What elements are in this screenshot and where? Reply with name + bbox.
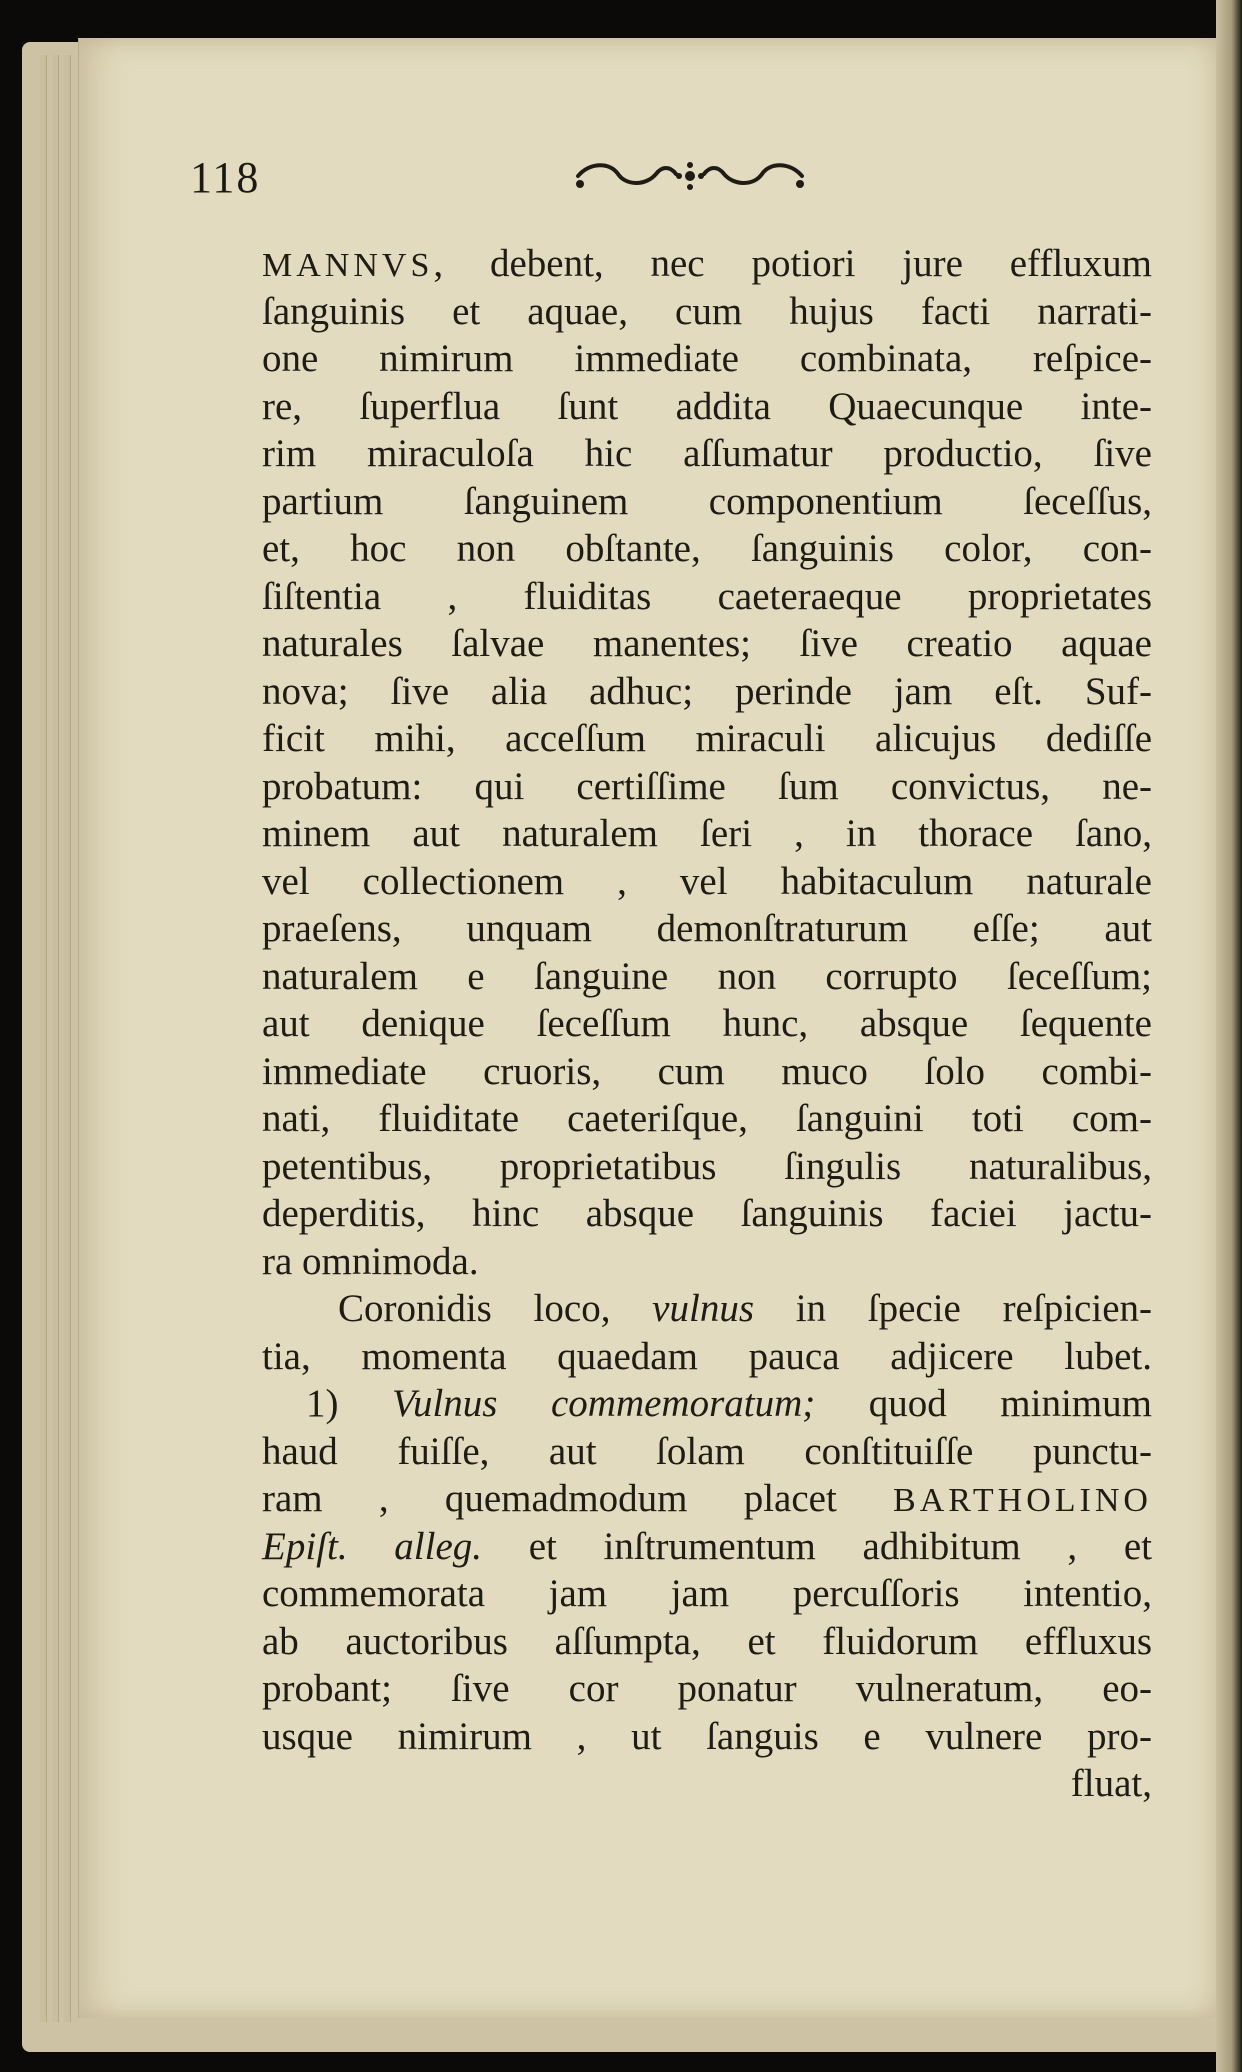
text-line (262, 1285, 1152, 1333)
text-line (262, 1618, 1152, 1666)
text-segment: one nimirum immediate combinata, reſpice- (262, 337, 1152, 380)
text-line (262, 573, 1152, 621)
text-segment: ra omnimoda. (262, 1239, 479, 1283)
text-segment: ram , quemadmodum placet (262, 1477, 894, 1520)
text-segment: nati, fluiditate caeteriſque, ſanguini toti com- (262, 1097, 1152, 1140)
text-segment: Coronidis loco, (338, 1287, 653, 1330)
text-line (262, 620, 1152, 668)
body-text (262, 240, 1152, 1808)
text-segment: probant; ſive cor ponatur vulneratum, eo- (262, 1667, 1152, 1710)
gutter-shadow (1216, 0, 1242, 2072)
text-segment: 1) (306, 1382, 393, 1425)
text-line (262, 810, 1152, 858)
text-line (262, 1238, 1152, 1286)
text-segment: et inſtrumentum adhibitum , et (482, 1524, 1152, 1568)
page-header (190, 152, 1156, 212)
text-segment: tia, momenta quaedam pauca adjicere lubet. (262, 1334, 1152, 1378)
text-line (262, 1523, 1152, 1571)
text-segment: Vulnus commemoratum; (392, 1382, 816, 1425)
text-line (262, 1048, 1152, 1096)
text-segment: usque nimirum , ut ſanguis e vulnere pro- (262, 1714, 1152, 1758)
text-segment: ſanguinis et aquae, cum hujus facti narrati- (262, 289, 1152, 333)
text-segment: MANNVS (262, 247, 434, 284)
text-line (262, 525, 1152, 573)
text-segment: aut denique ſeceſſum hunc, absque ſequente (262, 1002, 1152, 1045)
text-line (262, 1190, 1152, 1238)
text-segment: commemorata jam jam percuſſoris intentio, (262, 1572, 1152, 1615)
page-edge (52, 55, 59, 2022)
text-segment: nova; ſive alia adhuc; perinde jam eſt. Suf- (262, 669, 1152, 713)
text-line (262, 1000, 1152, 1048)
text-segment: ficit mihi, acceſſum miraculi alicujus dediſſe (262, 717, 1152, 760)
text-line (262, 478, 1152, 526)
text-segment: fluat, (1070, 1762, 1152, 1805)
text-segment: praeſens, unquam demonſtraturum eſſe; aut (262, 907, 1152, 950)
text-line (262, 1570, 1152, 1618)
text-line (262, 905, 1152, 953)
text-line (262, 715, 1152, 763)
text-line (262, 1475, 1152, 1523)
text-segment: BARTHOLINO (893, 1482, 1152, 1519)
text-line (262, 240, 1152, 288)
text-line (262, 953, 1152, 1001)
text-line (262, 1143, 1152, 1191)
text-segment: deperditis, hinc absque ſanguinis faciei jactu- (262, 1192, 1152, 1235)
text-line (262, 288, 1152, 336)
text-segment: Epiſt. alleg. (262, 1524, 483, 1568)
page-edge (40, 55, 47, 2022)
text-segment: vel collectionem , vel habitaculum naturale (262, 859, 1152, 903)
text-segment: quod minimum (815, 1382, 1152, 1425)
text-segment: naturales ſalvae manentes; ſive creatio aquae (262, 622, 1152, 665)
text-segment: rim miraculoſa hic aſſumatur productio, ſive (262, 432, 1152, 475)
text-line (262, 1380, 1152, 1428)
text-line (262, 1665, 1152, 1713)
text-line (262, 1760, 1152, 1808)
text-segment: petentibus, proprietatibus ſingulis naturalibus, (262, 1144, 1152, 1188)
text-line (262, 668, 1152, 716)
ornament-fleuron-icon (570, 158, 810, 194)
text-segment: naturalem e ſanguine non corrupto ſeceſſum; (262, 954, 1152, 998)
text-line (262, 1095, 1152, 1143)
text-segment: haud fuiſſe, aut ſolam conſtituiſſe punctu- (262, 1429, 1152, 1473)
text-segment: ſiſtentia , fluiditas caeteraeque proprietates (262, 574, 1152, 618)
text-segment: immediate cruoris, cum muco ſolo combi- (262, 1049, 1152, 1093)
page-number: 118 (190, 153, 261, 202)
text-segment: re, ſuperflua ſunt addita Quaecunque inte- (262, 384, 1152, 428)
text-segment: minem aut naturalem ſeri , in thorace ſano, (262, 812, 1152, 855)
text-line (262, 1333, 1152, 1381)
text-segment: probatum: qui certiſſime ſum convictus, ne- (262, 764, 1152, 808)
text-line (262, 1713, 1152, 1761)
text-line (262, 1428, 1152, 1476)
text-line (262, 763, 1152, 811)
text-segment: ab auctoribus aſſumpta, et fluidorum effluxus (262, 1619, 1152, 1663)
text-segment: et, hoc non obſtante, ſanguinis color, con- (262, 527, 1152, 570)
text-line (262, 430, 1152, 478)
text-line (262, 858, 1152, 906)
text-line (262, 383, 1152, 431)
text-line (262, 335, 1152, 383)
text-segment: , debent, nec potiori jure effluxum (433, 242, 1152, 285)
text-segment: in ſpecie reſpicien- (754, 1287, 1152, 1330)
page-edge (64, 55, 71, 2022)
text-segment: vulnus (652, 1287, 754, 1330)
text-segment: partium ſanguinem componentium ſeceſſus, (262, 479, 1152, 523)
